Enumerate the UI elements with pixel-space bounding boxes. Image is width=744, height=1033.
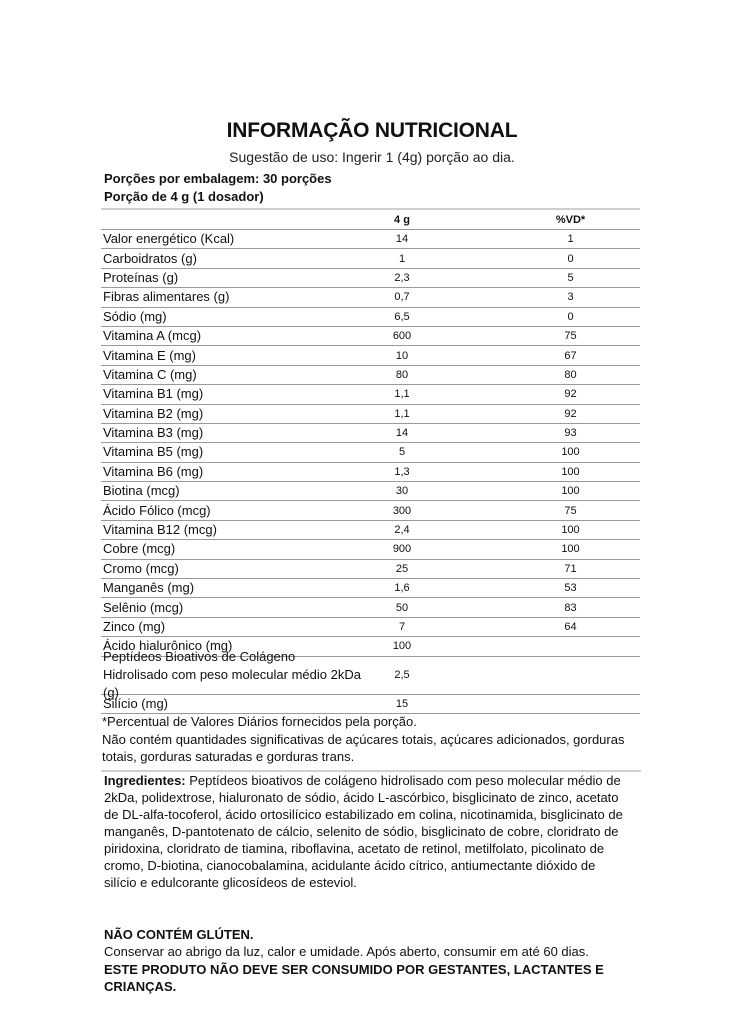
nutrient-dv: 75 (564, 330, 577, 343)
nutrient-dv: 0 (567, 252, 574, 265)
nutrient-name: Vitamina A (mcg) (103, 328, 202, 344)
nutrient-name: Vitamina C (mg) (103, 366, 197, 382)
not-significant-note: Não contém quantidades significativas de açúcares totais, açúcares adicionados, gorduras totais, gorduras saturadas e gorduras trans. (102, 731, 625, 764)
usage-suggestion: Sugestão de uso: Ingerir 1 (4g) porção ao dia. (229, 149, 515, 165)
nutrient-amount: 30 (395, 485, 409, 498)
nutrient-dv: 100 (561, 485, 580, 498)
table-header-row (101, 210, 640, 230)
nutrient-name: Vitamina B3 (mg) (103, 425, 204, 441)
nutrient-name: Ácido Fólico (mcg) (103, 502, 211, 518)
nutrient-dv: 67 (564, 349, 577, 362)
servings-per-package: Porções por embalagem: 30 porções (104, 171, 332, 186)
nutrient-amount: 50 (395, 601, 409, 614)
nutrient-amount: 900 (392, 543, 412, 556)
nutrient-amount: 2,4 (394, 524, 410, 537)
nutrient-name: Valor energético (Kcal) (103, 231, 235, 247)
table-row (101, 405, 640, 424)
nutrient-name: Carboidratos (g) (103, 250, 197, 266)
gluten-notice: NÃO CONTÉM GLÚTEN. (104, 927, 254, 942)
header-amount: 4 g (394, 213, 410, 226)
nutrient-dv: 100 (561, 543, 580, 556)
nutrition-table (101, 208, 640, 714)
nutrient-amount: 2,3 (394, 271, 410, 284)
table-row (101, 366, 640, 385)
ingredients (104, 772, 624, 891)
nutrient-name: Silício (mg) (103, 695, 169, 711)
nutrient-name: Vitamina B5 (mg) (103, 444, 204, 460)
nutrient-amount: 6,5 (394, 310, 410, 323)
nutrient-dv: 64 (564, 621, 577, 633)
table-row (101, 501, 640, 520)
table-row (101, 327, 640, 346)
table-row (101, 346, 640, 365)
nutrient-name: Vitamina B6 (mg) (103, 463, 204, 479)
nutrient-amount: 0,7 (394, 291, 410, 304)
table-row (101, 521, 640, 540)
nutrient-amount: 300 (392, 504, 412, 517)
nutrient-amount: 2,5 (394, 669, 410, 682)
nutrient-name: Selênio (mcg) (103, 599, 184, 615)
header-dv: %VD* (555, 213, 586, 226)
page-title: INFORMAÇÃO NUTRICIONAL (226, 119, 518, 142)
nutrient-dv: 100 (561, 446, 580, 459)
table-row (101, 579, 640, 598)
nutrient-name: Vitamina B12 (mcg) (103, 522, 217, 538)
nutrient-name: Vitamina B2 (mg) (103, 405, 204, 421)
nutrient-amount: 80 (395, 368, 409, 381)
table-row (101, 424, 640, 443)
table-row (101, 482, 640, 501)
nutrient-dv: 5 (567, 271, 574, 284)
nutrient-dv: 93 (564, 427, 577, 440)
footnotes (101, 713, 641, 772)
table-row (101, 385, 640, 404)
nutrient-name: Manganês (mg) (103, 580, 195, 596)
nutrient-amount: 25 (395, 562, 409, 575)
nutrient-dv: 71 (564, 562, 577, 575)
table-row (101, 618, 640, 637)
nutrient-name: Peptídeos Bioativos de Colágeno Hidrolisado com peso molecular médio 2kDa (g) (103, 649, 361, 701)
nutrient-dv: 3 (567, 291, 574, 304)
table-row (101, 560, 640, 579)
dv-note: *Percentual de Valores Diários fornecidos pela porção. (102, 714, 417, 729)
nutrient-name: Sódio (mg) (103, 308, 167, 324)
nutrient-dv: 100 (561, 465, 580, 478)
table-row (101, 249, 640, 268)
nutrient-name: Proteínas (g) (103, 269, 179, 285)
table-row (101, 288, 640, 307)
nutrient-amount: 600 (392, 330, 412, 343)
nutrient-amount: 1 (398, 252, 406, 265)
table-row (101, 443, 640, 462)
warning-notice: ESTE PRODUTO NÃO DEVE SER CONSUMIDO POR GESTANTES, LACTANTES E CRIANÇAS. (104, 962, 604, 994)
nutrient-name: Ácido hialurônico (mg) (103, 638, 233, 654)
nutrient-amount: 1,1 (394, 388, 410, 401)
nutrient-dv: 80 (564, 368, 577, 381)
nutrient-amount: 14 (395, 427, 409, 440)
nutrient-amount: 5 (398, 446, 406, 459)
nutrient-dv: 83 (564, 601, 577, 614)
table-row (101, 308, 640, 327)
nutrient-amount: 1,6 (394, 582, 410, 595)
nutrient-name: Zinco (mg) (103, 619, 166, 634)
nutrient-name: Fibras alimentares (g) (103, 289, 230, 305)
table-row (101, 540, 640, 559)
nutrient-amount: 1,3 (394, 465, 410, 478)
nutrient-amount: 1,1 (394, 407, 410, 420)
nutrient-dv: 92 (564, 388, 577, 401)
nutrient-amount: 10 (395, 349, 409, 362)
nutrient-name: Vitamina B1 (mg) (103, 386, 204, 402)
nutrient-name: Biotina (mcg) (103, 483, 180, 499)
table-row (101, 269, 640, 288)
nutrient-dv: 75 (564, 504, 577, 517)
ingredients-text: Peptídeos bioativos de colágeno hidrolisado com peso molecular médio de 2kDa, polidextrose, hialuronato de sódio, ácido L-ascórbico, bisglicinato de zinco, acetato de DL-alfa-tocoferol, ácido ortosilícico estabilizado em colina, nicotinamida, bisglicinato de manganês, D-pantotenato de cálcio, selenito de sódio, bisglicinato de cobre, cloridrato de piridoxina, cloridrato de tiamina, riboflavina, acetato de retinol, metilfolato, picolinato de cromo, D-biotina, cianocobalamina, acidulante ácido cítrico, antiumectante dióxido de silício e edulcorante glicosídeos de esteviol. (104, 773, 623, 890)
table-row (101, 230, 640, 249)
storage-notice: Conservar ao abrigo da luz, calor e umidade. Após aberto, consumir em até 60 dias. (104, 944, 589, 959)
nutrient-amount: 14 (395, 233, 409, 246)
nutrient-dv: 100 (561, 524, 580, 537)
table-row (101, 463, 640, 482)
nutrient-name: Cobre (mcg) (103, 541, 176, 557)
table-row (101, 695, 640, 714)
nutrient-amount: 100 (392, 640, 412, 653)
table-row (101, 649, 640, 701)
serving-size: Porção de 4 g (1 dosador) (104, 189, 264, 204)
table-row (101, 598, 640, 617)
nutrient-dv: 92 (564, 407, 577, 420)
nutrient-name: Cromo (mcg) (103, 560, 179, 576)
nutrient-dv: 1 (567, 233, 574, 246)
nutrient-dv: 53 (564, 582, 577, 595)
ingredients-label: Ingredientes: (104, 773, 186, 788)
nutrient-dv: 0 (567, 310, 574, 323)
nutrient-amount: 7 (398, 621, 406, 633)
nutrient-amount: 15 (395, 697, 409, 710)
nutrient-name: Vitamina E (mg) (103, 347, 196, 363)
